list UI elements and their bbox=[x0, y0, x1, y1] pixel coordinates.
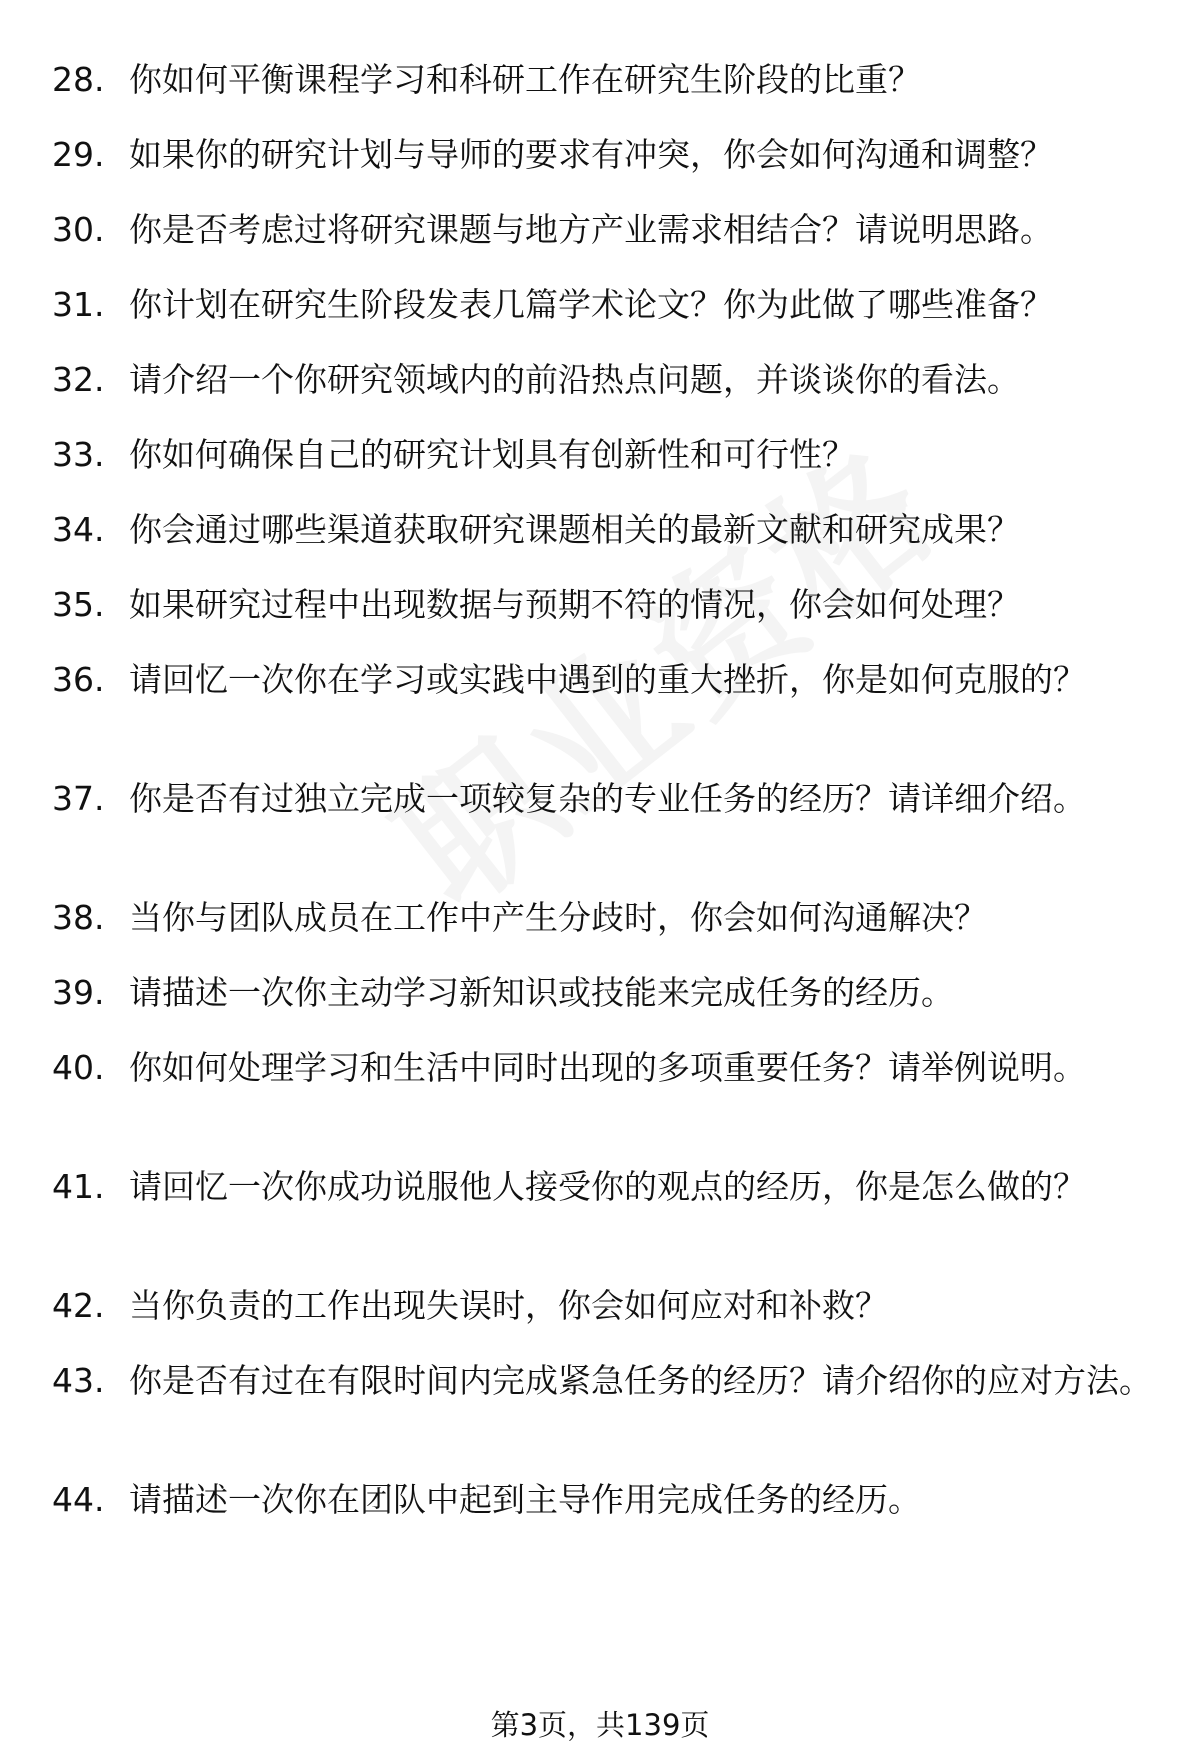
list-item bbox=[52, 1046, 1162, 1089]
question-text: 你如何确保自己的研究计划具有创新性和可行性？ bbox=[129, 435, 855, 474]
question-number: 35. bbox=[52, 585, 105, 624]
list-item bbox=[52, 508, 1162, 551]
question-number: 42. bbox=[52, 1286, 105, 1325]
question-text: 如果你的研究计划与导师的要求有冲突，你会如何沟通和调整？ bbox=[129, 135, 1053, 174]
question-number: 28. bbox=[52, 60, 105, 99]
question-text: 你是否有过独立完成一项较复杂的专业任务的经历？请详细介绍。 bbox=[129, 779, 1086, 818]
list-item bbox=[52, 1165, 1162, 1208]
question-text: 你如何平衡课程学习和科研工作在研究生阶段的比重？ bbox=[129, 60, 921, 99]
list-item bbox=[52, 583, 1162, 626]
list-item bbox=[52, 283, 1162, 326]
list-item bbox=[52, 58, 1162, 101]
question-number: 41. bbox=[52, 1167, 105, 1206]
question-number: 29. bbox=[52, 135, 105, 174]
question-text: 请描述一次你主动学习新知识或技能来完成任务的经历。 bbox=[129, 973, 954, 1012]
question-number: 36. bbox=[52, 660, 105, 699]
question-text: 如果研究过程中出现数据与预期不符的情况，你会如何处理？ bbox=[129, 585, 1020, 624]
question-number: 33. bbox=[52, 435, 105, 474]
list-item bbox=[52, 1284, 1162, 1327]
page-footer: 第3页，共139页 bbox=[490, 1708, 710, 1742]
question-text: 请回忆一次你在学习或实践中遇到的重大挫折，你是如何克服的？ bbox=[129, 660, 1086, 699]
question-number: 44. bbox=[52, 1480, 105, 1519]
question-text: 请描述一次你在团队中起到主导作用完成任务的经历。 bbox=[129, 1480, 921, 1519]
question-number: 43. bbox=[52, 1361, 105, 1400]
question-number: 37. bbox=[52, 779, 105, 818]
list-item bbox=[52, 1478, 1162, 1521]
list-item bbox=[52, 777, 1162, 820]
question-number: 39. bbox=[52, 973, 105, 1012]
list-item bbox=[52, 433, 1162, 476]
question-text: 当你与团队成员在工作中产生分歧时，你会如何沟通解决？ bbox=[129, 898, 987, 937]
question-number: 32. bbox=[52, 360, 105, 399]
question-number: 31. bbox=[52, 285, 105, 324]
question-text: 请介绍一个你研究领域内的前沿热点问题，并谈谈你的看法。 bbox=[129, 360, 1020, 399]
question-text: 你如何处理学习和生活中同时出现的多项重要任务？请举例说明。 bbox=[129, 1048, 1086, 1087]
list-item bbox=[52, 133, 1162, 176]
question-text: 你是否考虑过将研究课题与地方产业需求相结合？请说明思路。 bbox=[129, 210, 1053, 249]
list-item bbox=[52, 358, 1162, 401]
question-number: 38. bbox=[52, 898, 105, 937]
list-item bbox=[52, 658, 1162, 701]
question-text: 请回忆一次你成功说服他人接受你的观点的经历，你是怎么做的？ bbox=[129, 1167, 1086, 1206]
question-text: 你会通过哪些渠道获取研究课题相关的最新文献和研究成果？ bbox=[129, 510, 1020, 549]
list-item bbox=[52, 971, 1162, 1014]
list-item bbox=[52, 896, 1162, 939]
question-text: 你计划在研究生阶段发表几篇学术论文？你为此做了哪些准备？ bbox=[129, 285, 1053, 324]
question-text: 当你负责的工作出现失误时，你会如何应对和补救？ bbox=[129, 1286, 888, 1325]
list-item bbox=[52, 208, 1162, 251]
list-item bbox=[52, 1359, 1162, 1402]
question-number: 40. bbox=[52, 1048, 105, 1087]
question-text: 你是否有过在有限时间内完成紧急任务的经历？请介绍你的应对方法。 bbox=[129, 1361, 1152, 1400]
question-number: 34. bbox=[52, 510, 105, 549]
question-number: 30. bbox=[52, 210, 105, 249]
